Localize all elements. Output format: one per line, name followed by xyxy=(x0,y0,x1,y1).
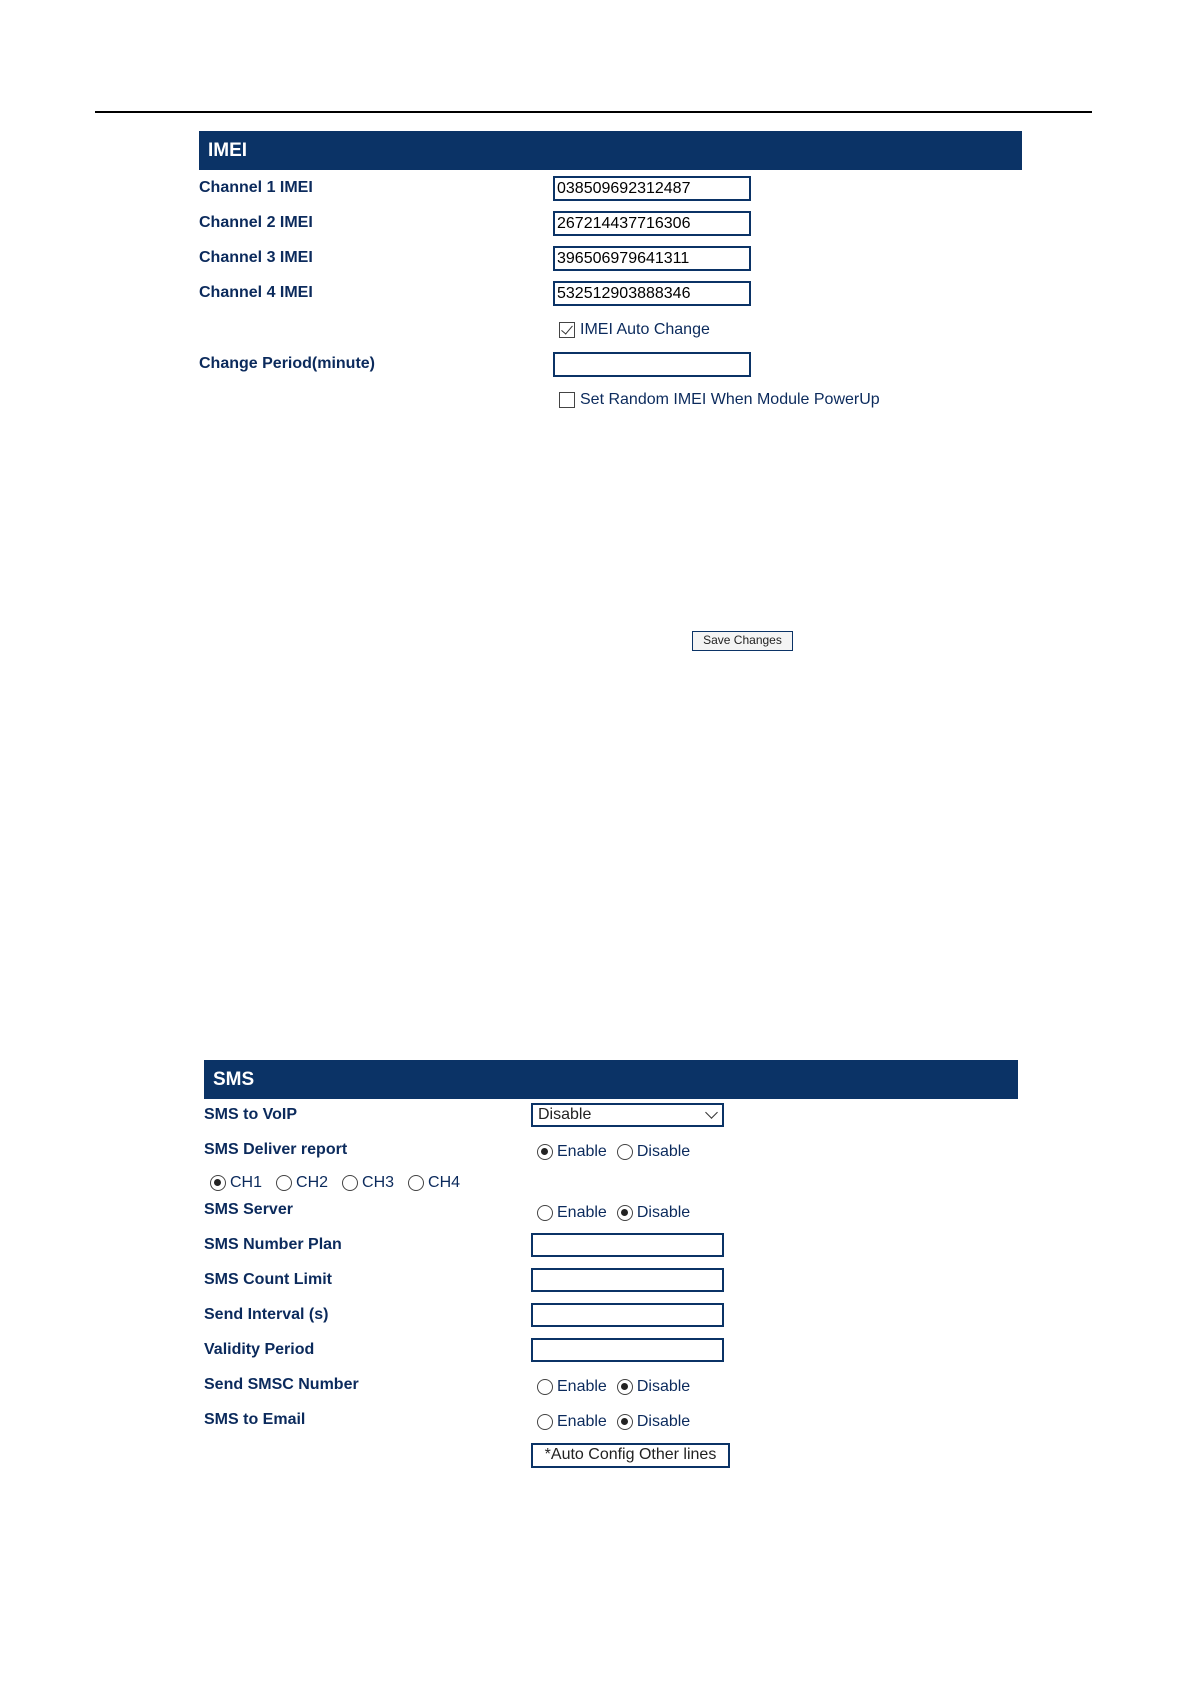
send-smsc-radios xyxy=(537,1378,700,1396)
server-disable-option[interactable] xyxy=(617,1204,690,1222)
channel-ch3-radio[interactable] xyxy=(342,1175,358,1191)
sms-deliver-report-label: SMS Deliver report xyxy=(204,1141,348,1158)
channel-ch1-option[interactable] xyxy=(210,1174,262,1192)
sms-to-email-label: SMS to Email xyxy=(204,1411,306,1428)
channel-ch4-option[interactable] xyxy=(408,1174,460,1192)
to-email-disable-option[interactable] xyxy=(617,1413,690,1431)
channel-ch2-radio[interactable] xyxy=(276,1175,292,1191)
channel-ch2-option[interactable] xyxy=(276,1174,328,1192)
to-email-enable-radio[interactable] xyxy=(537,1414,553,1430)
channel-3-imei-label: Channel 3 IMEI xyxy=(199,249,313,266)
channel-2-imei-input[interactable] xyxy=(553,211,751,236)
channel-ch3-option[interactable] xyxy=(342,1174,394,1192)
save-changes-button[interactable]: Save Changes xyxy=(692,631,793,651)
send-smsc-number-label: Send SMSC Number xyxy=(204,1376,359,1393)
validity-period-label: Validity Period xyxy=(204,1341,315,1358)
change-period-label: Change Period(minute) xyxy=(199,355,376,372)
deliver-report-disable-radio[interactable] xyxy=(617,1144,633,1160)
sms-section-header xyxy=(204,1060,1018,1099)
sms-deliver-report-radios xyxy=(537,1143,700,1161)
sms-to-voip-selected: Disable xyxy=(538,1106,592,1123)
send-smsc-enable-option[interactable] xyxy=(537,1378,607,1396)
channel-2-imei-label: Channel 2 IMEI xyxy=(199,214,313,231)
channel-4-imei-label: Channel 4 IMEI xyxy=(199,284,313,301)
sms-to-email-radios xyxy=(537,1413,700,1431)
deliver-report-enable-radio[interactable] xyxy=(537,1144,553,1160)
channel-1-imei-input[interactable] xyxy=(553,176,751,201)
channel-ch3-label: CH3 xyxy=(362,1174,395,1191)
change-period-input[interactable] xyxy=(553,352,751,377)
random-imei-label: Set Random IMEI When Module PowerUp xyxy=(580,391,880,408)
top-divider xyxy=(95,111,1092,113)
random-imei-checkbox[interactable] xyxy=(559,392,575,408)
to-email-disable-radio[interactable] xyxy=(617,1414,633,1430)
channel-1-imei-label: Channel 1 IMEI xyxy=(199,179,313,196)
sms-server-label: SMS Server xyxy=(204,1201,293,1218)
imei-section-header xyxy=(199,131,1022,170)
random-imei-option[interactable] xyxy=(559,391,880,409)
send-smsc-disable-radio[interactable] xyxy=(617,1379,633,1395)
server-enable-option[interactable] xyxy=(537,1204,607,1222)
to-email-enable-option[interactable] xyxy=(537,1413,607,1431)
imei-auto-change-label: IMEI Auto Change xyxy=(580,321,710,338)
to-email-disable-label: Disable xyxy=(636,1413,691,1430)
deliver-report-disable-label: Disable xyxy=(636,1143,691,1160)
sms-server-radios xyxy=(537,1204,700,1222)
chevron-down-icon xyxy=(705,1106,718,1119)
imei-auto-change-option[interactable] xyxy=(559,321,710,339)
to-email-enable-label: Enable xyxy=(557,1413,607,1430)
sms-count-limit-label: SMS Count Limit xyxy=(204,1271,332,1288)
sms-to-voip-label: SMS to VoIP xyxy=(204,1106,298,1123)
channel-4-imei-input[interactable] xyxy=(553,281,751,306)
send-interval-label: Send Interval (s) xyxy=(204,1306,329,1323)
send-smsc-enable-label: Enable xyxy=(557,1378,607,1395)
channel-3-imei-input[interactable] xyxy=(553,246,751,271)
sms-to-voip-select[interactable] xyxy=(531,1103,724,1127)
sms-number-plan-label: SMS Number Plan xyxy=(204,1236,342,1253)
deliver-report-enable-option[interactable] xyxy=(537,1143,607,1161)
deliver-report-disable-option[interactable] xyxy=(617,1143,690,1161)
send-smsc-enable-radio[interactable] xyxy=(537,1379,553,1395)
server-disable-label: Disable xyxy=(636,1204,691,1221)
validity-period-input[interactable] xyxy=(531,1338,724,1362)
sms-count-limit-input[interactable] xyxy=(531,1268,724,1292)
send-interval-input[interactable] xyxy=(531,1303,724,1327)
server-disable-radio[interactable] xyxy=(617,1205,633,1221)
server-enable-radio[interactable] xyxy=(537,1205,553,1221)
channel-ch1-radio[interactable] xyxy=(210,1175,226,1191)
imei-header-title: IMEI xyxy=(208,140,248,161)
send-smsc-disable-option[interactable] xyxy=(617,1378,690,1396)
channel-ch4-label: CH4 xyxy=(428,1174,461,1191)
sms-header-title: SMS xyxy=(213,1069,255,1090)
deliver-report-enable-label: Enable xyxy=(557,1143,607,1160)
imei-auto-change-checkbox[interactable] xyxy=(559,322,575,338)
server-enable-label: Enable xyxy=(557,1204,607,1221)
send-smsc-disable-label: Disable xyxy=(636,1378,691,1395)
auto-config-other-lines-button[interactable]: *Auto Config Other lines xyxy=(531,1443,730,1468)
sms-number-plan-input[interactable] xyxy=(531,1233,724,1257)
sms-channel-radios xyxy=(210,1174,470,1192)
channel-ch1-label: CH1 xyxy=(230,1174,263,1191)
channel-ch2-label: CH2 xyxy=(296,1174,329,1191)
channel-ch4-radio[interactable] xyxy=(408,1175,424,1191)
